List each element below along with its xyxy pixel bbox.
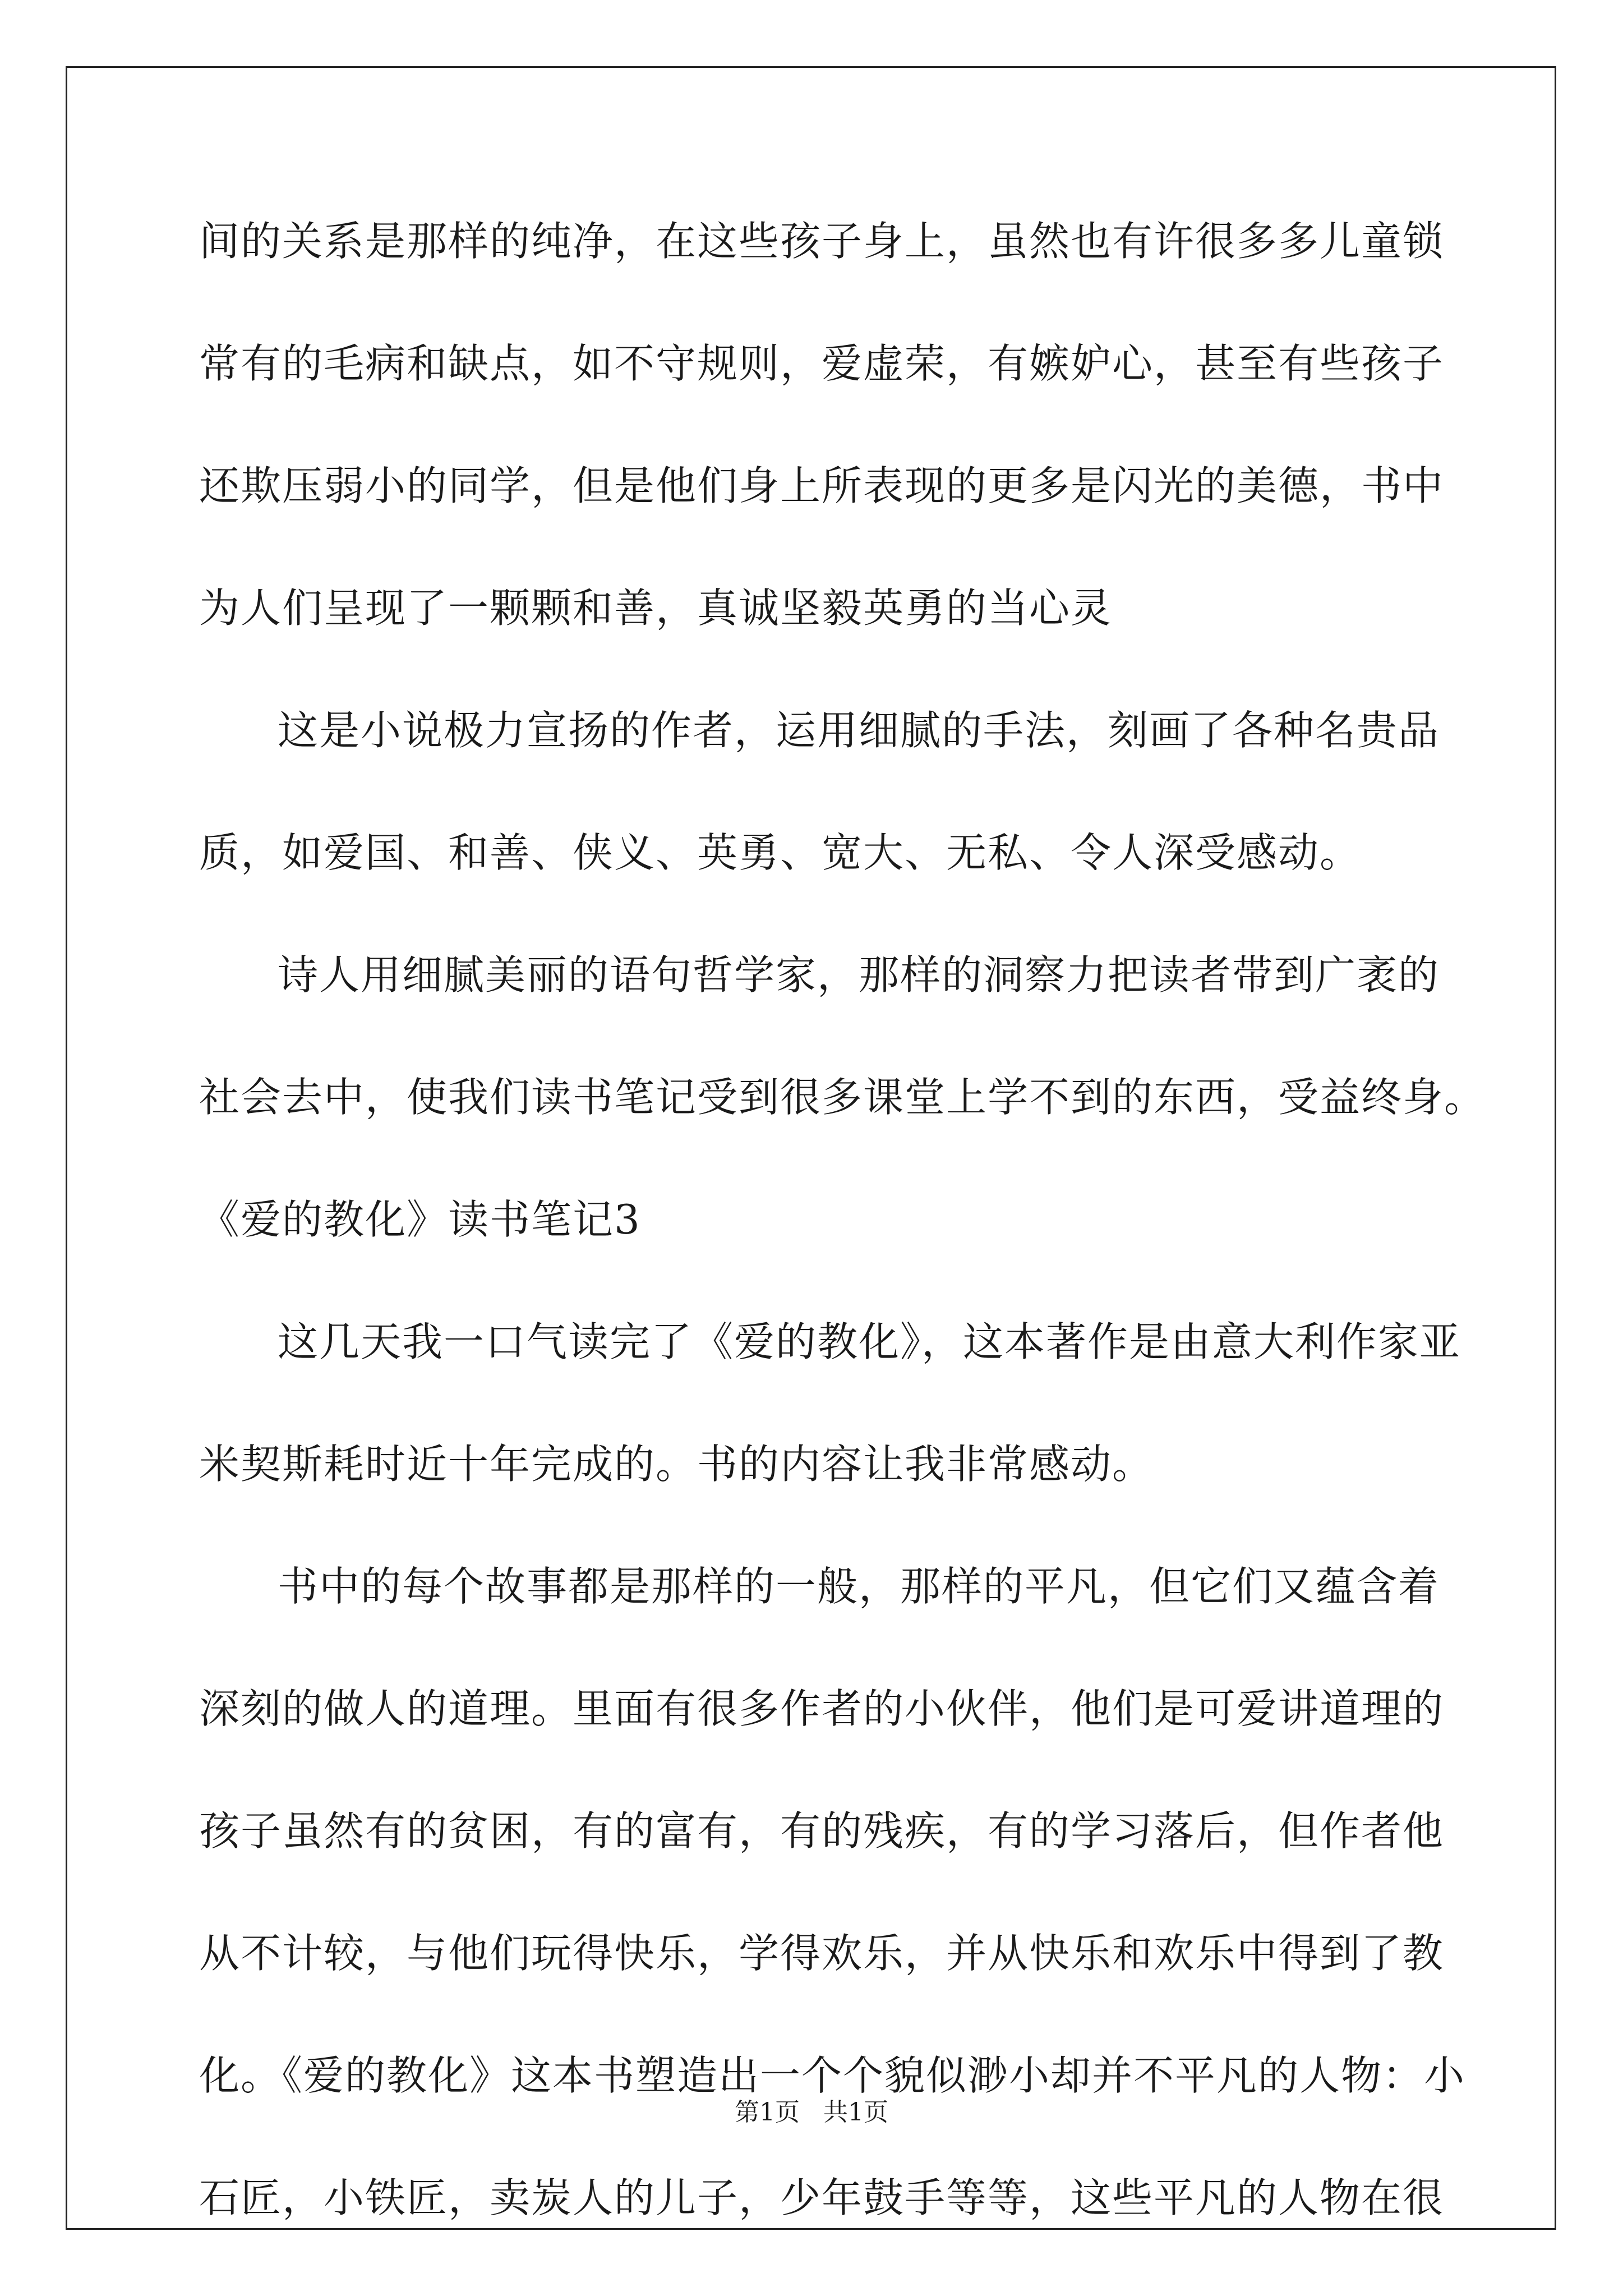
text-line: 深刻的做人的道理。里面有很多作者的小伙伴，他们是可爱讲道理的 <box>199 1685 1445 1732</box>
text-line: 常有的毛病和缺点，如不守规则，爱虚荣，有嫉妒心，甚至有些孩子 <box>199 340 1445 387</box>
text-line: 间的关系是那样的纯净，在这些孩子身上，虽然也有许很多多儿童锁 <box>199 218 1445 265</box>
text-line: 石匠，小铁匠，卖炭人的儿子，少年鼓手等等，这些平凡的人物在很 <box>199 2174 1445 2221</box>
text-line: 从不计较，与他们玩得快乐，学得欢乐，并从快乐和欢乐中得到了教 <box>199 1930 1445 1977</box>
text-line: 化。《爱的教化》这本书塑造出一个个貌似渺小却并不平凡的人物：小 <box>199 2052 1466 2099</box>
page-footer <box>0 2097 1623 2128</box>
section-heading: 《爱的教化》读书笔记3 <box>199 1196 641 1243</box>
text-line: 孩子虽然有的贫困，有的富有，有的残疾，有的学习落后，但作者他 <box>199 1807 1445 1855</box>
text-line: 质，如爱国、和善、侠义、英勇、宽大、无私、令人深受感动。 <box>199 829 1362 876</box>
document-body <box>199 216 1486 2295</box>
paragraph-start-line: 这是小说极力宣扬的作者，运用细腻的手法，刻画了各种名贵品 <box>278 707 1440 754</box>
text-line: 为人们呈现了一颗颗和善，真诚坚毅英勇的当心灵 <box>199 585 1113 632</box>
text-line: 米契斯耗时近十年完成的。书的内容让我非常感动。 <box>199 1441 1154 1488</box>
paragraph-start-line: 诗人用细腻美丽的语句哲学家，那样的洞察力把读者带到广袤的 <box>278 951 1440 999</box>
paragraph-start-line: 这几天我一口气读完了《爱的教化》，这本著作是由意大利作家亚 <box>278 1318 1461 1365</box>
paragraph-start-line: 书中的每个故事都是那样的一般，那样的平凡，但它们又蕴含着 <box>278 1563 1440 1610</box>
page-total: 共1页 <box>823 2098 888 2127</box>
text-line: 社会去中，使我们读书笔记受到很多课堂上学不到的东西，受益终身。 <box>199 1074 1486 1121</box>
page-number: 第1页 <box>735 2098 800 2127</box>
text-line: 还欺压弱小的同学，但是他们身上所表现的更多是闪光的美德，书中 <box>199 462 1445 509</box>
